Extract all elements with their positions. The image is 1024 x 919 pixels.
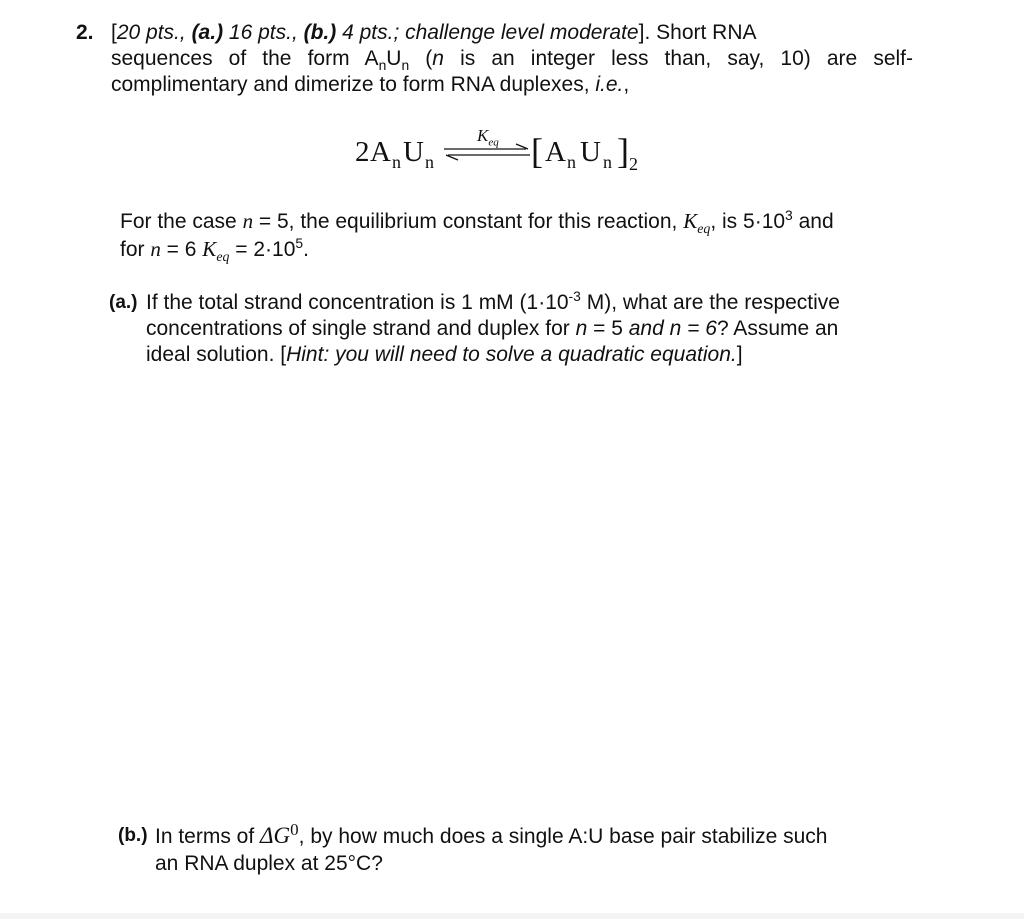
- problem-number: 2.: [76, 21, 94, 44]
- part-a-line-1: If the total strand concentration is 1 mM ($1\cdot 10^{-3}$ M), what are the respective: [146, 288, 840, 314]
- k-eq-label: $K_{eq}$: [477, 126, 499, 149]
- dimerization-equation: 2 A n U n $K_{eq}$ [ A n U n ] 2: [355, 126, 638, 174]
- page-bottom-band: [0, 913, 1024, 919]
- part-a-line-3: ideal solution. [Hint: you will need to solve a quadratic equation.]: [146, 343, 743, 366]
- intro-line-3: complimentary and dimerize to form RNA duplexes, i.e.,: [111, 73, 630, 96]
- case-line-2: for n = 6 $K_{eq} = 2\cdot 10^5$.: [120, 235, 309, 265]
- case-line-1: For the case n = 5, the equilibrium constant for this reaction, $K_{eq}$, is $5\cdot 10^3$ and: [120, 207, 834, 237]
- part-a-label: (a.): [109, 292, 138, 313]
- part-b-label: (b.): [118, 825, 148, 846]
- part-a-line-2: concentrations of single strand and duplex for n = 5 and n = 6? Assume an: [146, 317, 839, 340]
- part-b-line-1: In terms of $\Delta G^0$, by how much does a single A:U base pair stabilize such: [155, 820, 828, 848]
- equilibrium-arrows-icon: [442, 142, 534, 164]
- part-b-line-2: an RNA duplex at 25°C?: [155, 852, 383, 875]
- problem-header: [20 pts., (a.) 16 pts., (b.) 4 pts.; challenge level moderate]. Short RNA: [111, 21, 757, 44]
- intro-line-2: sequences of the form $A_nU_n$ (n is an integer less than, say, 10) are self-: [111, 47, 914, 74]
